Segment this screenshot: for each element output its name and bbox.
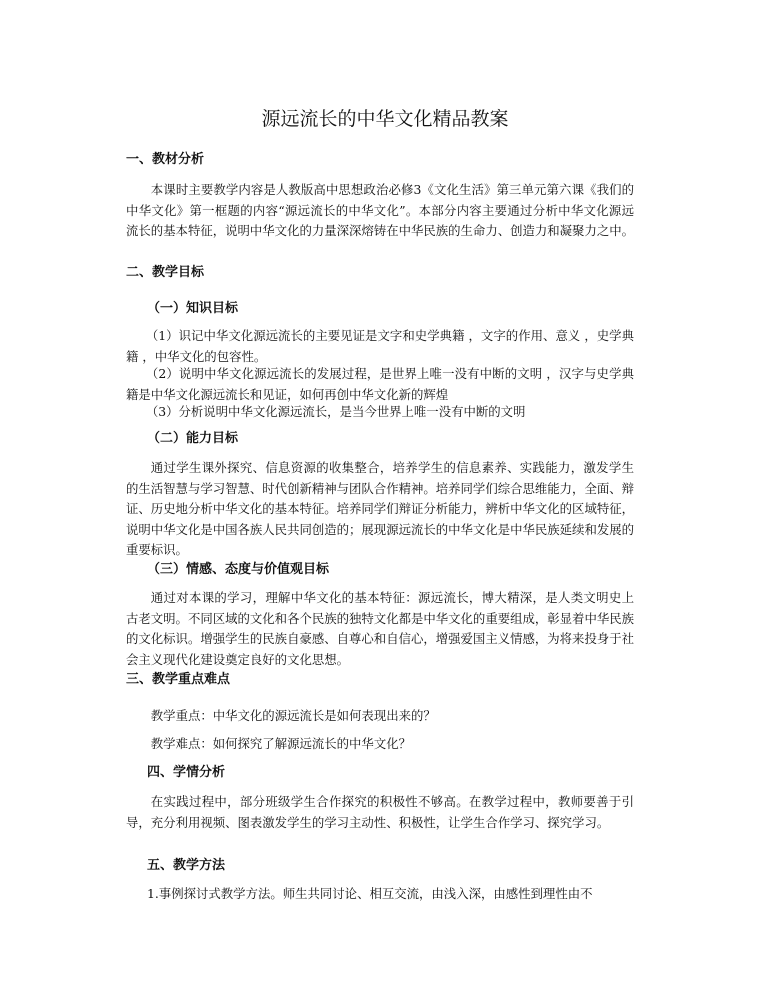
paragraph-textbook-analysis: 本课时主要教学内容是人教版高中思想政治必修3《文化生活》第三单元第六课《我们的中华文化》第一框题的内容“源远流长的中华文化”。本部分内容主要通过分析中华文化源远流长的基本特征，说明中华文化的力量深深熔铸在中华民族的生命力、创造力和凝聚力之中。 — [126, 182, 635, 239]
section-heading-teaching-methods: 五、教学方法 — [147, 858, 226, 873]
paragraph-ability-goals: 通过学生课外探究、信息资源的收集整合，培养学生的信息素养、实践能力，激发学生的生活智慧与学习智慧、时代创新精神与团队合作精神。培养同学们综合思维能力，全面、辩证、历史地分析中华文化的基本特征。培养同学们辩证分析能力，辨析中华文化的区域特征，说明中华文化是中国各族人民共同创造的；展现源远流长的中华文化是中华民族延续和发展的重要标识。 — [126, 460, 635, 558]
section-heading-teaching-goals: 二、教学目标 — [126, 265, 205, 280]
knowledge-goal-item-3: （3）分析说明中华文化源远流长，是当今世界上唯一没有中断的文明 — [145, 404, 526, 419]
section-heading-key-points: 三、教学重点难点 — [126, 672, 231, 687]
subheading-knowledge-goals: （一）知识目标 — [147, 301, 239, 316]
teaching-key-point: 教学重点：中华文化的源远流长是如何表现出来的？ — [150, 708, 436, 723]
subheading-ability-goals: （二）能力目标 — [147, 431, 239, 446]
paragraph-emotion-attitude-values: 通过对本课的学习，理解中华文化的基本特征：源远流长，博大精深，是人类文明史上古老文明。不同区域的文化和各个民族的独特文化都是中华文化的重要组成，彰显着中华民族的文化标识。增强学生的民族自豪感、自尊心和自信心，增强爱国主义情感，为将来投身于社会主义现代化建设奠定良好的文化思想。 — [126, 590, 635, 667]
teaching-method-item-1: 1.事例探讨式教学方法。师生共同讨论、相互交流，由浅入深，由感性到理性由不 — [147, 886, 593, 901]
section-heading-textbook-analysis: 一、教材分析 — [126, 152, 205, 167]
subheading-emotion-attitude-values: （三）情感、态度与价值观目标 — [147, 562, 330, 577]
knowledge-goal-item-2: （2）说明中华文化源远流长的发展过程，是世界上唯一没有中断的文明 ，汉字与史学典籍是中华文化源远流长和见证，如何再创中华文化新的辉煌 — [126, 366, 634, 402]
document-title: 源远流长的中华文化精品教案 — [261, 108, 509, 130]
knowledge-goal-item-1: （1）识记中华文化源远流长的主要见证是文字和史学典籍 ，文字的作用、意义 ，史学典籍 ，中华文化的包容性。 — [126, 328, 634, 364]
teaching-difficulty: 教学难点：如何探究了解源远流长的中华文化？ — [150, 736, 411, 751]
section-heading-student-analysis: 四、学情分析 — [147, 765, 226, 780]
paragraph-student-analysis: 在实践过程中，部分班级学生合作探究的积极性不够高。在教学过程中，教师要善于引导，充分利用视频、图表激发学生的学习主动性、积极性，让学生合作学习、探究学习。 — [126, 794, 634, 830]
